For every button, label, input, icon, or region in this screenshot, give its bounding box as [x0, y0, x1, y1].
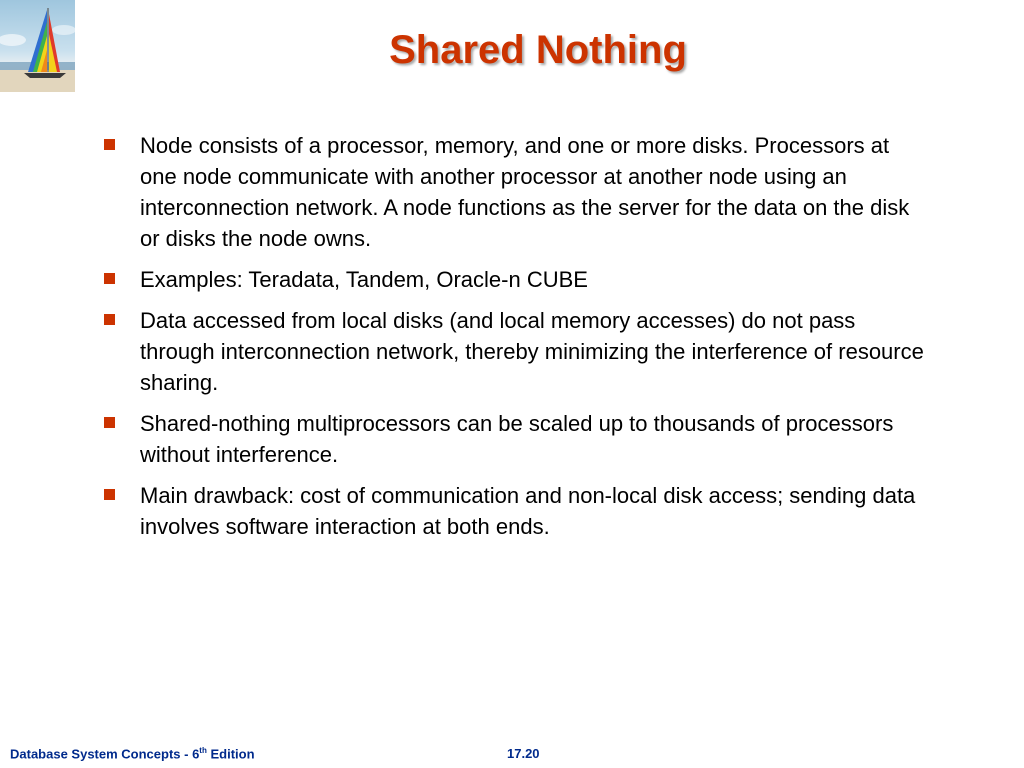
bullet-text: Main drawback: cost of communication and non-local disk access; sending data involves software interaction at both ends. [140, 483, 916, 539]
bullet-text: Shared-nothing multiprocessors can be scaled up to thousands of processors without interference. [140, 411, 894, 467]
bullet-text: Examples: Teradata, Tandem, Oracle-n CUBE [140, 267, 588, 292]
footer-page-number: 17.20 [507, 746, 540, 761]
bullet-text: Data accessed from local disks (and local memory accesses) do not pass through interconnection network, thereby minimizing the interference of resource sharing. [140, 308, 924, 395]
square-bullet-icon [104, 273, 115, 284]
list-item [104, 408, 924, 470]
bullet-list [104, 130, 924, 552]
list-item [104, 130, 924, 254]
list-item [104, 480, 924, 542]
footer-book-title [10, 746, 255, 761]
list-item [104, 305, 924, 398]
footer-book-prefix: Database System Concepts - 6 [10, 746, 200, 762]
square-bullet-icon [104, 489, 115, 500]
square-bullet-icon [104, 417, 115, 428]
list-item [104, 264, 924, 295]
footer-book-sup: th [199, 746, 207, 755]
square-bullet-icon [104, 139, 115, 150]
footer-book-suffix: Edition [206, 746, 255, 762]
square-bullet-icon [104, 314, 115, 325]
bullet-text: Node consists of a processor, memory, and one or more disks. Processors at one node communicate with another processor at another node using an interconnection network. A node functions as the server for the data on the disk or disks the node owns. [140, 133, 910, 251]
slide-title: Shared Nothing [389, 28, 687, 72]
